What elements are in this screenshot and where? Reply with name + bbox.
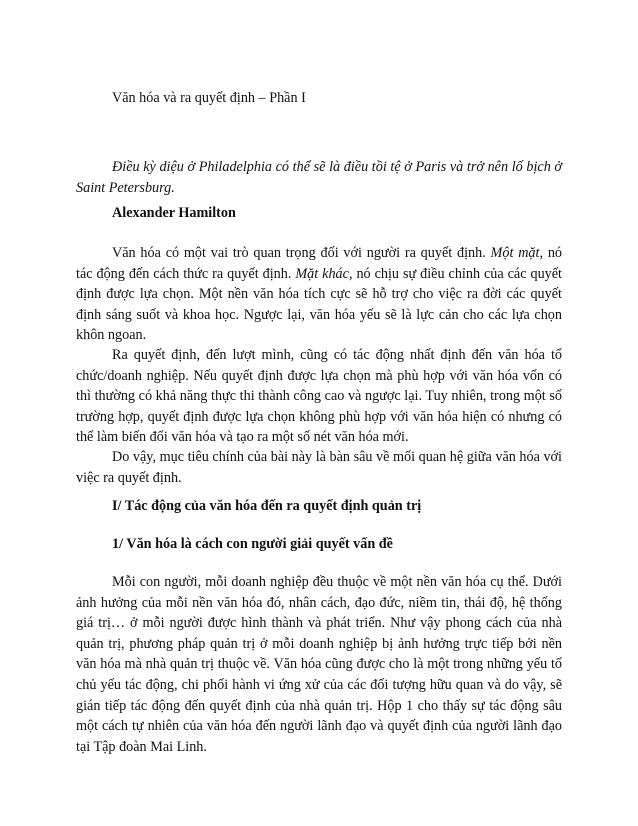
section-heading-1: I/ Tác động của văn hóa đến ra quyết định quản trị: [112, 498, 422, 514]
paragraph-1-emphasis-b: Mặt khác: [295, 265, 349, 282]
paragraph-1: [76, 243, 562, 346]
paragraph-1-text-a: Văn hóa có một vai trò quan trọng đối với người ra quyết định.: [112, 245, 491, 261]
subsection-heading-1: 1/ Văn hóa là cách con người giải quyết vấn đề: [112, 536, 393, 552]
paragraph-1-text-b: , nó tác động đến cách thức ra quyết định.: [76, 245, 563, 282]
paragraph-1-text-c: , nó chịu sự điều chỉnh của các quyết định được lựa chọn. Một nền văn hóa tích cực sẽ hỗ trợ cho việc ra đời các quyết định sáng suốt và khoa học. Ngược lại, văn hóa yếu sẽ là lực cản cho các lựa chọn khôn ngoan.: [76, 265, 563, 344]
paragraph-2: Ra quyết định, đến lượt mình, cũng có tác động nhất định đến văn hóa tổ chức/doanh nghiệp. Nếu quyết định được lựa chọn mà phù hợp với văn hóa vốn có thì thường có khả năng thực thi thành công cao và ngược lại. Tuy nhiên, trong một số trường hợp, quyết định được lựa chọn không phù hợp với văn hóa hiện có nhưng có thể làm biến đổi văn hóa và tạo ra một số nét văn hóa mới.: [76, 347, 562, 446]
epigraph-author: Alexander Hamilton: [112, 205, 236, 221]
paragraph-1-emphasis-a: Một mặt: [490, 245, 540, 261]
paragraph-4: Mỗi con người, mỗi doanh nghiệp đều thuộc về một nền văn hóa cụ thể. Dưới ảnh hưởng của mỗi nền văn hóa đó, nhân cách, đạo đức, niềm tin, thái độ, hệ thống giá trị… ở mỗi người được hình thành và phát triển. Như vậy phong cách của nhà quản trị, phương pháp quản trị ở mỗi doanh nghiệp bị ảnh hưởng trực tiếp bởi nền văn hóa mà nhà quản trị thuộc về. Văn hóa cũng được cho là một trong những yếu tố chủ yếu tác động, chi phối hành vi ứng xử của các đối tượng hữu quan và do vậy, sẽ gián tiếp tác động đến quyết định của nhà quản trị. Hộp 1 cho thấy sự tác động sâu một cách tự nhiên của văn hóa đến người lãnh đạo và quyết định của người lãnh đạo tại Tập đoàn Mai Linh.: [76, 574, 562, 755]
document-title: Văn hóa và ra quyết định – Phần I: [112, 90, 306, 106]
epigraph-quote: Điều kỳ diệu ở Philadelphia có thể sẽ là điều tồi tệ ở Paris và trở nên lố bịch ở Saint Petersburg.: [76, 159, 562, 196]
paragraph-3: Do vậy, mục tiêu chính của bài này là bàn sâu về mối quan hệ giữa văn hóa với việc ra quyết định.: [76, 449, 562, 486]
